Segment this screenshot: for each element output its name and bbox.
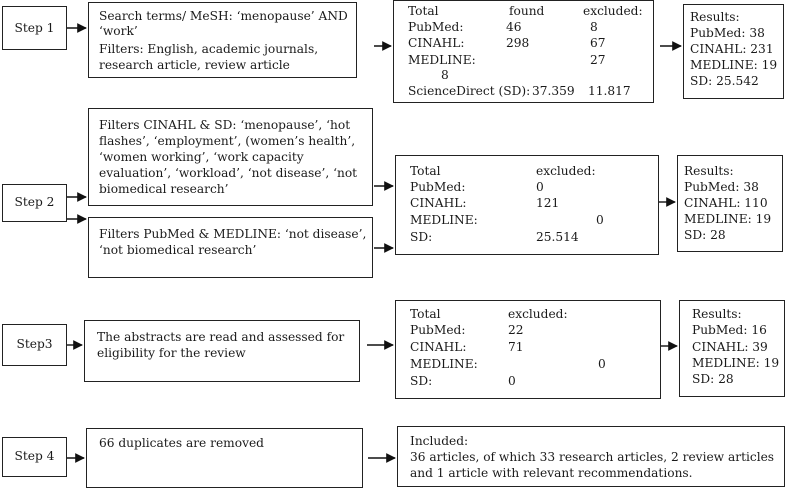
step1-results-line: PubMed: 38 (690, 26, 765, 40)
step3-text-line: eligibility for the review (97, 346, 246, 360)
step2-row-db: CINAHL: (410, 196, 467, 210)
step1-criteria-line: research article, review article (99, 58, 290, 72)
step1-header-excluded: excluded: (583, 4, 643, 18)
step1-row-found: 298 (506, 36, 530, 50)
step2-results-line: Results: (684, 164, 734, 178)
step3-results-line: SD: 28 (692, 372, 734, 386)
step2-filter-b-line: Filters PubMed & MEDLINE: ‘not disease’, (99, 227, 367, 241)
step3-results-line: Results: (692, 307, 742, 321)
step1-results-line: MEDLINE: 19 (690, 58, 778, 72)
step2-filter-line: evaluation’, ‘workload’, ‘not disease’, ‘not (99, 166, 358, 180)
step1-row-found: 8 (441, 68, 449, 82)
step1-criteria-line: ‘work’ (99, 24, 138, 38)
step3-results-line: PubMed: 16 (692, 323, 767, 337)
step3-row-excluded: 0 (508, 374, 516, 388)
step3-row-db: PubMed: (410, 323, 466, 337)
step2-results-line: PubMed: 38 (684, 180, 759, 194)
step1-row-excluded: 11.817 (588, 84, 631, 98)
step2-filter-b-line: ‘not biomedical research’ (99, 243, 257, 257)
step1-row-excluded: 67 (590, 36, 606, 50)
step1-criteria-line: Search terms/ MeSH: ‘menopause’ AND (99, 9, 348, 23)
step1-row-db: PubMed: (408, 20, 464, 34)
step1-header-total: Total (408, 4, 439, 18)
step2-row-db: SD: (410, 230, 433, 244)
step2-row-db: MEDLINE: (410, 213, 478, 227)
step1-row-excluded: 27 (590, 53, 606, 67)
step3-row-db: MEDLINE: (410, 357, 478, 371)
step3-row-db: SD: (410, 374, 433, 388)
step4-included-line: and 1 article with relevant recommendations. (410, 466, 693, 480)
step2-label: Step 2 (14, 195, 55, 209)
step2-header-excluded: excluded: (536, 164, 596, 178)
step4-text: 66 duplicates are removed (99, 436, 264, 450)
step1-results-line: CINAHL: 231 (690, 42, 774, 56)
step2-filter-line: flashes’, ‘employment’, (women’s health’, (99, 134, 356, 148)
step2-row-excluded: 121 (536, 196, 560, 210)
step1-row-found: 37.359 (532, 84, 575, 98)
step1-header-found: found (509, 4, 545, 18)
step4-label: Step 4 (14, 449, 55, 463)
step1-row-db: CINAHL: (408, 36, 465, 50)
step2-filter-line: biomedical research’ (99, 182, 229, 196)
step3-text-line: The abstracts are read and assessed for (97, 330, 345, 344)
step3-row-excluded: 0 (598, 357, 606, 371)
step3-results-line: MEDLINE: 19 (692, 356, 780, 370)
step3-row-excluded: 71 (508, 340, 524, 354)
step2-results-line: CINAHL: 110 (684, 196, 768, 210)
step3-row-excluded: 22 (508, 323, 524, 337)
step1-criteria-line: Filters: English, academic journals, (99, 42, 319, 56)
step1-results-line: SD: 25.542 (690, 74, 759, 88)
step4-included-line: Included: (410, 434, 469, 448)
step3-label: Step3 (16, 337, 53, 351)
step2-results-line: MEDLINE: 19 (684, 212, 772, 226)
step1-row-db: ScienceDirect (SD): (408, 84, 531, 98)
step1-results-line: Results: (690, 10, 740, 24)
step3-header-total: Total (410, 307, 441, 321)
step2-row-db: PubMed: (410, 180, 466, 194)
step2-row-excluded: 25.514 (536, 230, 579, 244)
step2-row-excluded: 0 (596, 213, 604, 227)
step2-results-line: SD: 28 (684, 228, 726, 242)
step2-row-excluded: 0 (536, 180, 544, 194)
step3-header-excluded: excluded: (508, 307, 568, 321)
step2-filter-line: ‘women working’, ‘work capacity (99, 150, 304, 164)
step3-row-db: CINAHL: (410, 340, 467, 354)
step2-header-total: Total (410, 164, 441, 178)
step4-included-line: 36 articles, of which 33 research articles, 2 review articles (410, 450, 775, 464)
step2-filter-line: Filters CINAHL & SD: ‘menopause’, ‘hot (99, 118, 351, 132)
step1-row-found: 46 (506, 20, 522, 34)
step1-row-excluded: 8 (590, 20, 598, 34)
step3-results-line: CINAHL: 39 (692, 340, 768, 354)
step1-label: Step 1 (14, 21, 55, 35)
step1-row-db: MEDLINE: (408, 53, 476, 67)
